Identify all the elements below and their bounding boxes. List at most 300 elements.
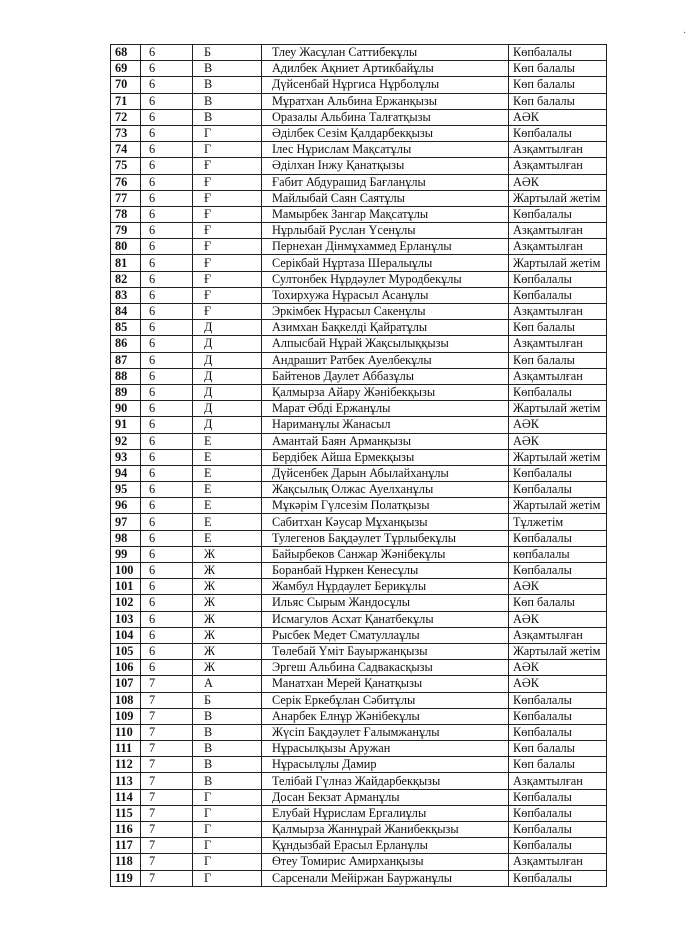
grade-cell: 7: [141, 724, 193, 740]
table-row: [111, 757, 607, 773]
table-row: [111, 287, 607, 303]
grade-cell: 6: [141, 142, 193, 158]
grade-cell: 6: [141, 368, 193, 384]
class-letter-cell: Ғ: [193, 287, 262, 303]
grade-cell: 7: [141, 708, 193, 724]
class-letter-cell: Г: [193, 838, 262, 854]
row-number-cell: 78: [111, 206, 141, 222]
table-row: [111, 368, 607, 384]
table-row: [111, 142, 607, 158]
status-cell: Азқамтылған: [509, 627, 607, 643]
grade-cell: 6: [141, 563, 193, 579]
table-row: [111, 579, 607, 595]
class-letter-cell: Е: [193, 530, 262, 546]
student-name-cell: Өтеу Томирис Амирханқызы: [262, 854, 509, 870]
grade-cell: 7: [141, 805, 193, 821]
class-letter-cell: В: [193, 741, 262, 757]
grade-cell: 6: [141, 482, 193, 498]
student-name-cell: Амантай Баян Арманқызы: [262, 433, 509, 449]
table-row: [111, 773, 607, 789]
table-row: [111, 384, 607, 400]
class-letter-cell: Ғ: [193, 174, 262, 190]
row-number-cell: 68: [111, 45, 141, 61]
grade-cell: 7: [141, 789, 193, 805]
class-letter-cell: Г: [193, 870, 262, 886]
grade-cell: 7: [141, 870, 193, 886]
row-number-cell: 105: [111, 643, 141, 659]
class-letter-cell: Ғ: [193, 304, 262, 320]
grade-cell: 6: [141, 255, 193, 271]
table-row: [111, 498, 607, 514]
table-row: [111, 465, 607, 481]
class-letter-cell: Д: [193, 384, 262, 400]
class-letter-cell: Ғ: [193, 158, 262, 174]
grade-cell: 6: [141, 239, 193, 255]
row-number-cell: 109: [111, 708, 141, 724]
table-row: [111, 449, 607, 465]
grade-cell: 6: [141, 223, 193, 239]
row-number-cell: 91: [111, 417, 141, 433]
table-row: [111, 708, 607, 724]
status-cell: Көп балалы: [509, 61, 607, 77]
table-row: [111, 61, 607, 77]
grade-cell: 6: [141, 433, 193, 449]
status-cell: Азқамтылған: [509, 336, 607, 352]
table-row: [111, 417, 607, 433]
class-letter-cell: Г: [193, 142, 262, 158]
grade-cell: 6: [141, 320, 193, 336]
row-number-cell: 89: [111, 384, 141, 400]
student-name-cell: Азимхан Бақкелді Қайратұлы: [262, 320, 509, 336]
class-letter-cell: Г: [193, 822, 262, 838]
grade-cell: 7: [141, 822, 193, 838]
student-name-cell: Сарсенали Мейіржан Бауржанұлы: [262, 870, 509, 886]
table-row: [111, 546, 607, 562]
student-name-cell: Серікбай Нұртаза Шералыұлы: [262, 255, 509, 271]
class-letter-cell: Ғ: [193, 206, 262, 222]
table-row: [111, 304, 607, 320]
table-row: [111, 482, 607, 498]
status-cell: Көп балалы: [509, 93, 607, 109]
class-letter-cell: Е: [193, 482, 262, 498]
student-name-cell: Серік Еркебұлан Сәбитұлы: [262, 692, 509, 708]
student-name-cell: Эргеш Альбина Садвакасқызы: [262, 660, 509, 676]
status-cell: Азқамтылған: [509, 368, 607, 384]
row-number-cell: 93: [111, 449, 141, 465]
student-name-cell: Алпысбай Нұрай Жақсылыққызы: [262, 336, 509, 352]
table-row: [111, 401, 607, 417]
student-table: [110, 44, 607, 887]
status-cell: Азқамтылған: [509, 239, 607, 255]
grade-cell: 6: [141, 401, 193, 417]
student-name-cell: Тулегенов Бақдәулет Тұрлыбекұлы: [262, 530, 509, 546]
student-name-cell: Жүсіп Бақдәулет Ғалымжанұлы: [262, 724, 509, 740]
grade-cell: 6: [141, 449, 193, 465]
row-number-cell: 86: [111, 336, 141, 352]
class-letter-cell: Г: [193, 125, 262, 141]
grade-cell: 6: [141, 465, 193, 481]
student-name-cell: Қалмырза Жаннұрай Жанибекқызы: [262, 822, 509, 838]
class-letter-cell: Б: [193, 45, 262, 61]
row-number-cell: 113: [111, 773, 141, 789]
grade-cell: 6: [141, 417, 193, 433]
grade-cell: 6: [141, 304, 193, 320]
class-letter-cell: Ғ: [193, 271, 262, 287]
grade-cell: 6: [141, 611, 193, 627]
status-cell: Көпбалалы: [509, 789, 607, 805]
row-number-cell: 81: [111, 255, 141, 271]
row-number-cell: 80: [111, 239, 141, 255]
row-number-cell: 71: [111, 93, 141, 109]
student-name-cell: Құндызбай Ерасыл Ерланұлы: [262, 838, 509, 854]
student-name-cell: Ильяс Сырым Жандосұлы: [262, 595, 509, 611]
grade-cell: 6: [141, 530, 193, 546]
status-cell: Көпбалалы: [509, 482, 607, 498]
class-letter-cell: Ғ: [193, 255, 262, 271]
row-number-cell: 106: [111, 660, 141, 676]
table-row: [111, 514, 607, 530]
class-letter-cell: Е: [193, 465, 262, 481]
student-name-cell: Султонбек Нұрдәулет Муродбекұлы: [262, 271, 509, 287]
grade-cell: 7: [141, 757, 193, 773]
status-cell: Жартылай жетім: [509, 190, 607, 206]
row-number-cell: 96: [111, 498, 141, 514]
table-row: [111, 352, 607, 368]
row-number-cell: 79: [111, 223, 141, 239]
class-letter-cell: Д: [193, 352, 262, 368]
status-cell: АӘК: [509, 611, 607, 627]
grade-cell: 6: [141, 546, 193, 562]
class-letter-cell: В: [193, 61, 262, 77]
table-row: [111, 239, 607, 255]
table-row: [111, 595, 607, 611]
student-name-cell: Елубай Нұрислам Ергалиұлы: [262, 805, 509, 821]
status-cell: Жартылай жетім: [509, 401, 607, 417]
table-row: [111, 223, 607, 239]
row-number-cell: 99: [111, 546, 141, 562]
table-row: [111, 611, 607, 627]
student-name-cell: Жақсылық Олжас Ауелханұлы: [262, 482, 509, 498]
student-name-cell: Нұрлыбай Руслан Үсенұлы: [262, 223, 509, 239]
table-row: [111, 125, 607, 141]
status-cell: Азқамтылған: [509, 223, 607, 239]
student-name-cell: Майлыбай Саян Саятұлы: [262, 190, 509, 206]
table-row: [111, 255, 607, 271]
student-name-cell: Ілес Нұрислам Мақсатұлы: [262, 142, 509, 158]
row-number-cell: 118: [111, 854, 141, 870]
grade-cell: 6: [141, 61, 193, 77]
status-cell: Көп балалы: [509, 757, 607, 773]
table-row: [111, 643, 607, 659]
student-name-cell: Исмагулов Асхат Қанатбекұлы: [262, 611, 509, 627]
table-row: [111, 805, 607, 821]
status-cell: АӘК: [509, 676, 607, 692]
table-body: [111, 45, 607, 887]
student-name-cell: Төлебай Үміт Бауыржанқызы: [262, 643, 509, 659]
class-letter-cell: Д: [193, 336, 262, 352]
row-number-cell: 100: [111, 563, 141, 579]
class-letter-cell: А: [193, 676, 262, 692]
row-number-cell: 101: [111, 579, 141, 595]
table-row: [111, 174, 607, 190]
table-row: [111, 724, 607, 740]
class-letter-cell: В: [193, 757, 262, 773]
grade-cell: 7: [141, 692, 193, 708]
grade-cell: 6: [141, 514, 193, 530]
status-cell: Көпбалалы: [509, 692, 607, 708]
table-row: [111, 206, 607, 222]
class-letter-cell: Ж: [193, 546, 262, 562]
status-cell: Жартылай жетім: [509, 255, 607, 271]
row-number-cell: 95: [111, 482, 141, 498]
student-name-cell: Анарбек Елнұр Жәнібекұлы: [262, 708, 509, 724]
grade-cell: 6: [141, 45, 193, 61]
status-cell: Азқамтылған: [509, 142, 607, 158]
row-number-cell: 73: [111, 125, 141, 141]
row-number-cell: 103: [111, 611, 141, 627]
row-number-cell: 107: [111, 676, 141, 692]
table-row: [111, 158, 607, 174]
student-name-cell: Андрашит Ратбек Ауелбекұлы: [262, 352, 509, 368]
row-number-cell: 117: [111, 838, 141, 854]
status-cell: АӘК: [509, 109, 607, 125]
status-cell: Көпбалалы: [509, 708, 607, 724]
table-row: [111, 676, 607, 692]
student-name-cell: Мұкәрім Гүлсезім Полатқызы: [262, 498, 509, 514]
row-number-cell: 74: [111, 142, 141, 158]
table-row: [111, 741, 607, 757]
table-row: [111, 870, 607, 886]
grade-cell: 6: [141, 336, 193, 352]
grade-cell: 6: [141, 595, 193, 611]
status-cell: Азқамтылған: [509, 854, 607, 870]
class-letter-cell: Ж: [193, 595, 262, 611]
status-cell: АӘК: [509, 417, 607, 433]
status-cell: Көпбалалы: [509, 287, 607, 303]
class-letter-cell: Ғ: [193, 239, 262, 255]
grade-cell: 6: [141, 206, 193, 222]
student-name-cell: Телібай Гүлназ Жайдарбекқызы: [262, 773, 509, 789]
status-cell: АӘК: [509, 174, 607, 190]
row-number-cell: 83: [111, 287, 141, 303]
row-number-cell: 116: [111, 822, 141, 838]
status-cell: Көпбалалы: [509, 465, 607, 481]
table-row: [111, 530, 607, 546]
grade-cell: 6: [141, 287, 193, 303]
table-row: [111, 336, 607, 352]
row-number-cell: 115: [111, 805, 141, 821]
student-name-cell: Эркімбек Нұрасыл Сакенұлы: [262, 304, 509, 320]
row-number-cell: 104: [111, 627, 141, 643]
grade-cell: 6: [141, 660, 193, 676]
row-number-cell: 110: [111, 724, 141, 740]
class-letter-cell: Ж: [193, 660, 262, 676]
row-number-cell: 84: [111, 304, 141, 320]
class-letter-cell: Е: [193, 433, 262, 449]
class-letter-cell: В: [193, 93, 262, 109]
table-row: [111, 627, 607, 643]
row-number-cell: 94: [111, 465, 141, 481]
student-name-cell: Дүйсенбай Нұргиса Нұрболұлы: [262, 77, 509, 93]
student-name-cell: Боранбай Нұркен Кенесұлы: [262, 563, 509, 579]
status-cell: Көпбалалы: [509, 805, 607, 821]
row-number-cell: 75: [111, 158, 141, 174]
status-cell: Көп балалы: [509, 595, 607, 611]
table-row: [111, 854, 607, 870]
class-letter-cell: В: [193, 708, 262, 724]
class-letter-cell: Г: [193, 805, 262, 821]
student-name-cell: Нариманұлы Жанасыл: [262, 417, 509, 433]
table-row: [111, 109, 607, 125]
student-name-cell: Нұрасылұлы Дамир: [262, 757, 509, 773]
class-letter-cell: В: [193, 77, 262, 93]
student-name-cell: Қалмырза Айару Жәнібекқызы: [262, 384, 509, 400]
row-number-cell: 77: [111, 190, 141, 206]
status-cell: Көп балалы: [509, 320, 607, 336]
grade-cell: 6: [141, 190, 193, 206]
class-letter-cell: Г: [193, 789, 262, 805]
student-name-cell: Досан Бекзат Арманұлы: [262, 789, 509, 805]
table-row: [111, 563, 607, 579]
row-number-cell: 72: [111, 109, 141, 125]
student-name-cell: Дүйсенбек Дарын Абылайханұлы: [262, 465, 509, 481]
table-row: [111, 77, 607, 93]
status-cell: Азқамтылған: [509, 158, 607, 174]
student-name-cell: Оразалы Альбина Талғатқызы: [262, 109, 509, 125]
table-row: [111, 45, 607, 61]
student-name-cell: Жамбул Нұрдаулет Берикұлы: [262, 579, 509, 595]
student-name-cell: Мұратхан Альбина Ержанқызы: [262, 93, 509, 109]
class-letter-cell: Ж: [193, 643, 262, 659]
class-letter-cell: Ғ: [193, 223, 262, 239]
status-cell: Жартылай жетім: [509, 498, 607, 514]
table-row: [111, 789, 607, 805]
class-letter-cell: Ж: [193, 611, 262, 627]
class-letter-cell: Д: [193, 401, 262, 417]
grade-cell: 6: [141, 109, 193, 125]
row-number-cell: 102: [111, 595, 141, 611]
class-letter-cell: Д: [193, 368, 262, 384]
table-row: [111, 433, 607, 449]
grade-cell: 6: [141, 93, 193, 109]
row-number-cell: 112: [111, 757, 141, 773]
student-name-cell: Рысбек Медет Сматуллаұлы: [262, 627, 509, 643]
row-number-cell: 87: [111, 352, 141, 368]
status-cell: Азқамтылған: [509, 304, 607, 320]
student-name-cell: Манатхан Мерей Қанатқызы: [262, 676, 509, 692]
grade-cell: 6: [141, 352, 193, 368]
status-cell: Көпбалалы: [509, 822, 607, 838]
status-cell: Көпбалалы: [509, 45, 607, 61]
table-row: [111, 93, 607, 109]
class-letter-cell: В: [193, 109, 262, 125]
table-row: [111, 190, 607, 206]
row-number-cell: 97: [111, 514, 141, 530]
student-name-cell: Байырбеков Санжар Жәнібекұлы: [262, 546, 509, 562]
class-letter-cell: В: [193, 724, 262, 740]
class-letter-cell: Б: [193, 692, 262, 708]
student-name-cell: Нұрасылқызы Аружан: [262, 741, 509, 757]
student-name-cell: Сабитхан Кәусар Мұханқызы: [262, 514, 509, 530]
status-cell: Тұлжетім: [509, 514, 607, 530]
row-number-cell: 111: [111, 741, 141, 757]
class-letter-cell: Е: [193, 498, 262, 514]
table-row: [111, 660, 607, 676]
table-row: [111, 320, 607, 336]
status-cell: АӘК: [509, 660, 607, 676]
table-row: [111, 838, 607, 854]
student-name-cell: Тлеу Жасұлан Саттибекұлы: [262, 45, 509, 61]
table-row: [111, 822, 607, 838]
class-letter-cell: Ж: [193, 579, 262, 595]
student-name-cell: Мамырбек Зангар Мақсатұлы: [262, 206, 509, 222]
class-letter-cell: В: [193, 773, 262, 789]
student-name-cell: Марат Әбді Ержанұлы: [262, 401, 509, 417]
status-cell: Көпбалалы: [509, 271, 607, 287]
status-cell: Көпбалалы: [509, 838, 607, 854]
student-name-cell: Тохирхужа Нұрасыл Асанұлы: [262, 287, 509, 303]
grade-cell: 6: [141, 498, 193, 514]
status-cell: Көп балалы: [509, 352, 607, 368]
status-cell: Көп балалы: [509, 741, 607, 757]
grade-cell: 7: [141, 676, 193, 692]
grade-cell: 7: [141, 741, 193, 757]
row-number-cell: 92: [111, 433, 141, 449]
class-letter-cell: Г: [193, 854, 262, 870]
grade-cell: 6: [141, 384, 193, 400]
grade-cell: 6: [141, 579, 193, 595]
status-cell: Жартылай жетім: [509, 643, 607, 659]
status-cell: Көпбалалы: [509, 724, 607, 740]
status-cell: Көпбалалы: [509, 125, 607, 141]
status-cell: Азқамтылған: [509, 773, 607, 789]
status-cell: көпбалалы: [509, 546, 607, 562]
row-number-cell: 88: [111, 368, 141, 384]
class-letter-cell: Д: [193, 320, 262, 336]
student-name-cell: Бердібек Айша Ермекқызы: [262, 449, 509, 465]
status-cell: Жартылай жетім: [509, 449, 607, 465]
status-cell: Көпбалалы: [509, 206, 607, 222]
class-letter-cell: Ж: [193, 627, 262, 643]
student-name-cell: Әділхан Інжу Қанатқызы: [262, 158, 509, 174]
row-number-cell: 114: [111, 789, 141, 805]
student-name-cell: Пернехан Дінмұхаммед Ерланұлы: [262, 239, 509, 255]
class-letter-cell: Ж: [193, 563, 262, 579]
class-letter-cell: Д: [193, 417, 262, 433]
row-number-cell: 76: [111, 174, 141, 190]
row-number-cell: 82: [111, 271, 141, 287]
grade-cell: 6: [141, 174, 193, 190]
grade-cell: 6: [141, 627, 193, 643]
status-cell: Көпбалалы: [509, 870, 607, 886]
status-cell: Көп балалы: [509, 77, 607, 93]
status-cell: Көпбалалы: [509, 384, 607, 400]
page-corner-mark: ·: [683, 28, 687, 39]
status-cell: АӘК: [509, 433, 607, 449]
grade-cell: 6: [141, 643, 193, 659]
class-letter-cell: Е: [193, 449, 262, 465]
table-row: [111, 271, 607, 287]
grade-cell: 7: [141, 773, 193, 789]
grade-cell: 7: [141, 854, 193, 870]
status-cell: Көпбалалы: [509, 530, 607, 546]
table-row: [111, 692, 607, 708]
grade-cell: 6: [141, 125, 193, 141]
row-number-cell: 119: [111, 870, 141, 886]
row-number-cell: 69: [111, 61, 141, 77]
student-name-cell: Адилбек Ақниет Артикбайұлы: [262, 61, 509, 77]
grade-cell: 7: [141, 838, 193, 854]
